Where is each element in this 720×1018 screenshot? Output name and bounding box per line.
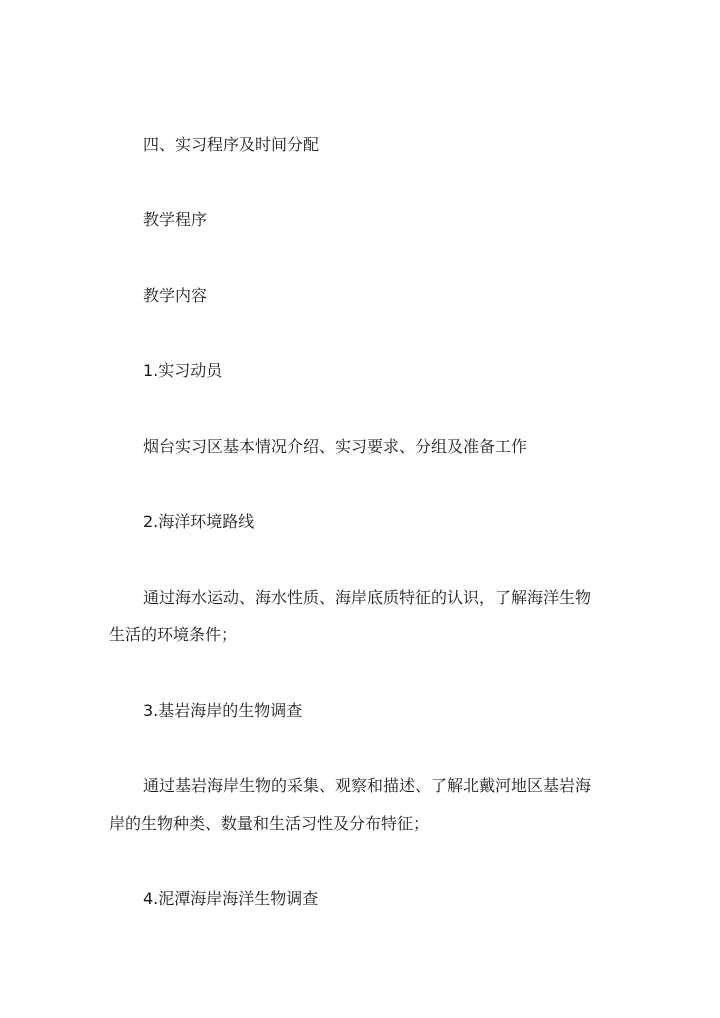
item-1-title: 1.实习动员 bbox=[143, 361, 223, 380]
item-4-title: 4.泥潭海岸海洋生物调查 bbox=[143, 889, 319, 908]
item-3-body-line-2: 岸的生物种类、数量和生活习性及分布特征； bbox=[109, 814, 430, 833]
item-3-body-line-1: 通过基岩海岸生物的采集、观察和描述、了解北戴河地区基岩海 bbox=[143, 776, 592, 795]
item-3-title: 3.基岩海岸的生物调查 bbox=[143, 701, 303, 720]
section-heading: 四、实习程序及时间分配 bbox=[143, 135, 320, 154]
item-2-body-line-1: 通过海水运动、海水性质、海岸底质特征的认识，了解海洋生物 bbox=[143, 588, 592, 607]
teaching-procedure-label: 教学程序 bbox=[143, 210, 208, 229]
item-2-title: 2.海洋环境路线 bbox=[143, 512, 255, 531]
item-2-body-line-2: 生活的环境条件； bbox=[109, 625, 238, 644]
item-1-body: 烟台实习区基本情况介绍、实习要求、分组及准备工作 bbox=[143, 437, 528, 456]
teaching-content-label: 教学内容 bbox=[143, 286, 208, 305]
